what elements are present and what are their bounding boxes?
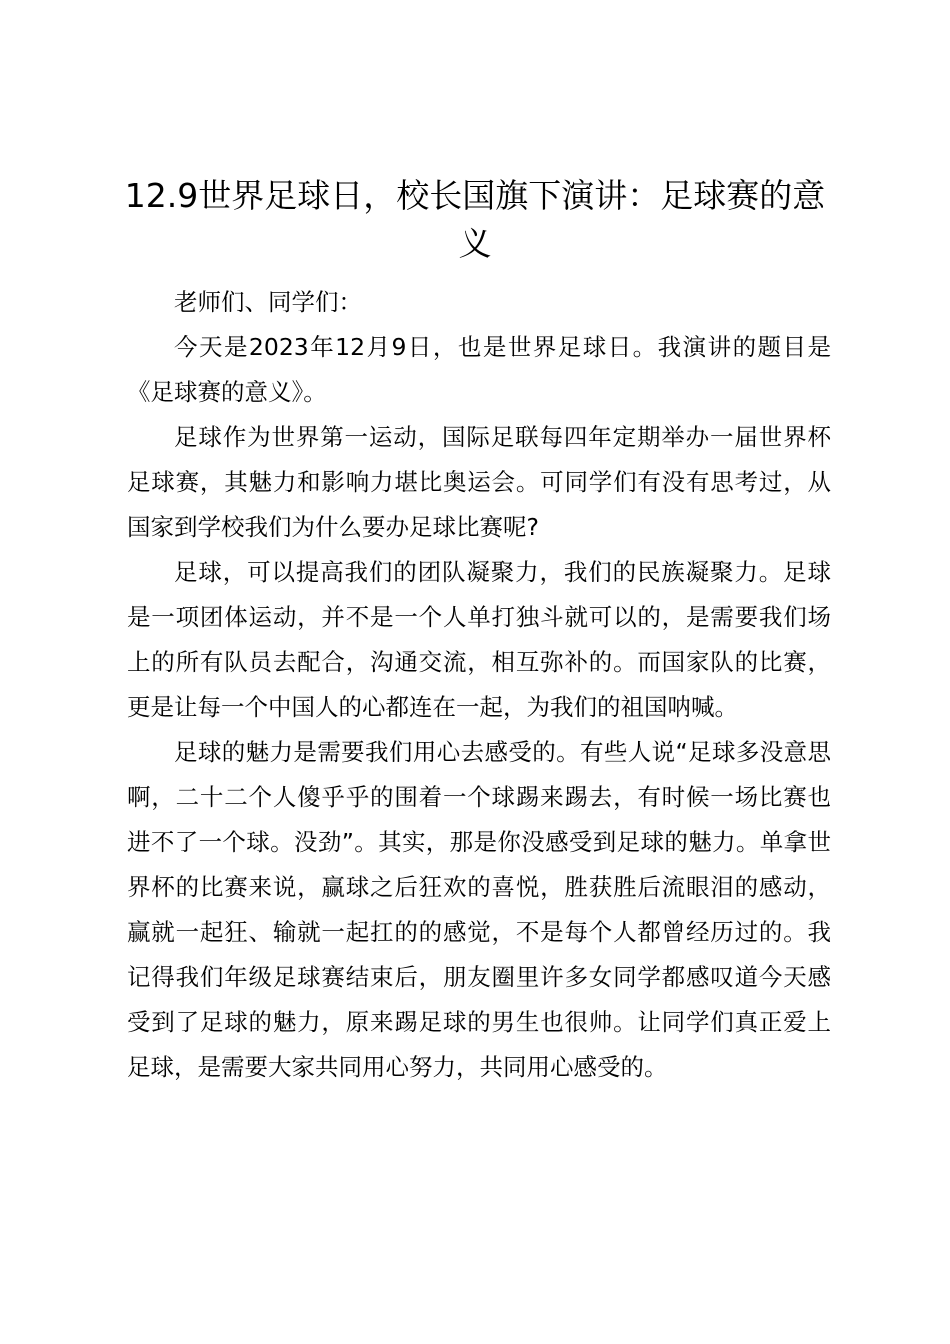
paragraph-intro: 今天是2023年12月9日，也是世界足球日。我演讲的题目是《足球赛的意义》。 (127, 333, 831, 406)
document-title: 12.9世界足球日，校长国旗下演讲：足球赛的意义 (124, 176, 826, 263)
paragraph-cohesion: 足球，可以提高我们的团队凝聚力，我们的民族凝聚力。足球是一项团体运动，并不是一个人单打独斗就可以的，是需要我们场上的所有队员去配合，沟通交流，相互弥补的。而国家队的比赛，更是让每一个中国人的心都连在一起，为我们的祖国呐喊。 (127, 558, 831, 721)
paragraph-world-cup: 足球作为世界第一运动，国际足联每四年定期举办一届世界杯足球赛，其魅力和影响力堪比奥运会。可同学们有没有思考过，从国家到学校我们为什么要办足球比赛呢? (127, 423, 831, 541)
paragraph-charm: 足球的魅力是需要我们用心去感受的。有些人说“足球多没意思啊，二十二个人傻乎乎的围着一个球踢来踢去，有时候一场比赛也进不了一个球。没劲”。其实，那是你没感受到足球的魅力。单拿世界杯的比赛来说，赢球之后狂欢的喜悦，胜获胜后流眼泪的感动，赢就一起狂、输就一起扛的的感觉，不是每个人都曾经历过的。我记得我们年级足球赛结束后，朋友圈里许多女同学都感叹道今天感受到了足球的魅力，原来踢足球的男生也很帅。让同学们真正爱上足球，是需要大家共同用心努力，共同用心感受的。 (127, 738, 831, 1081)
paragraph-salutation: 老师们、同学们： (174, 288, 362, 316)
document-body (127, 280, 831, 1090)
